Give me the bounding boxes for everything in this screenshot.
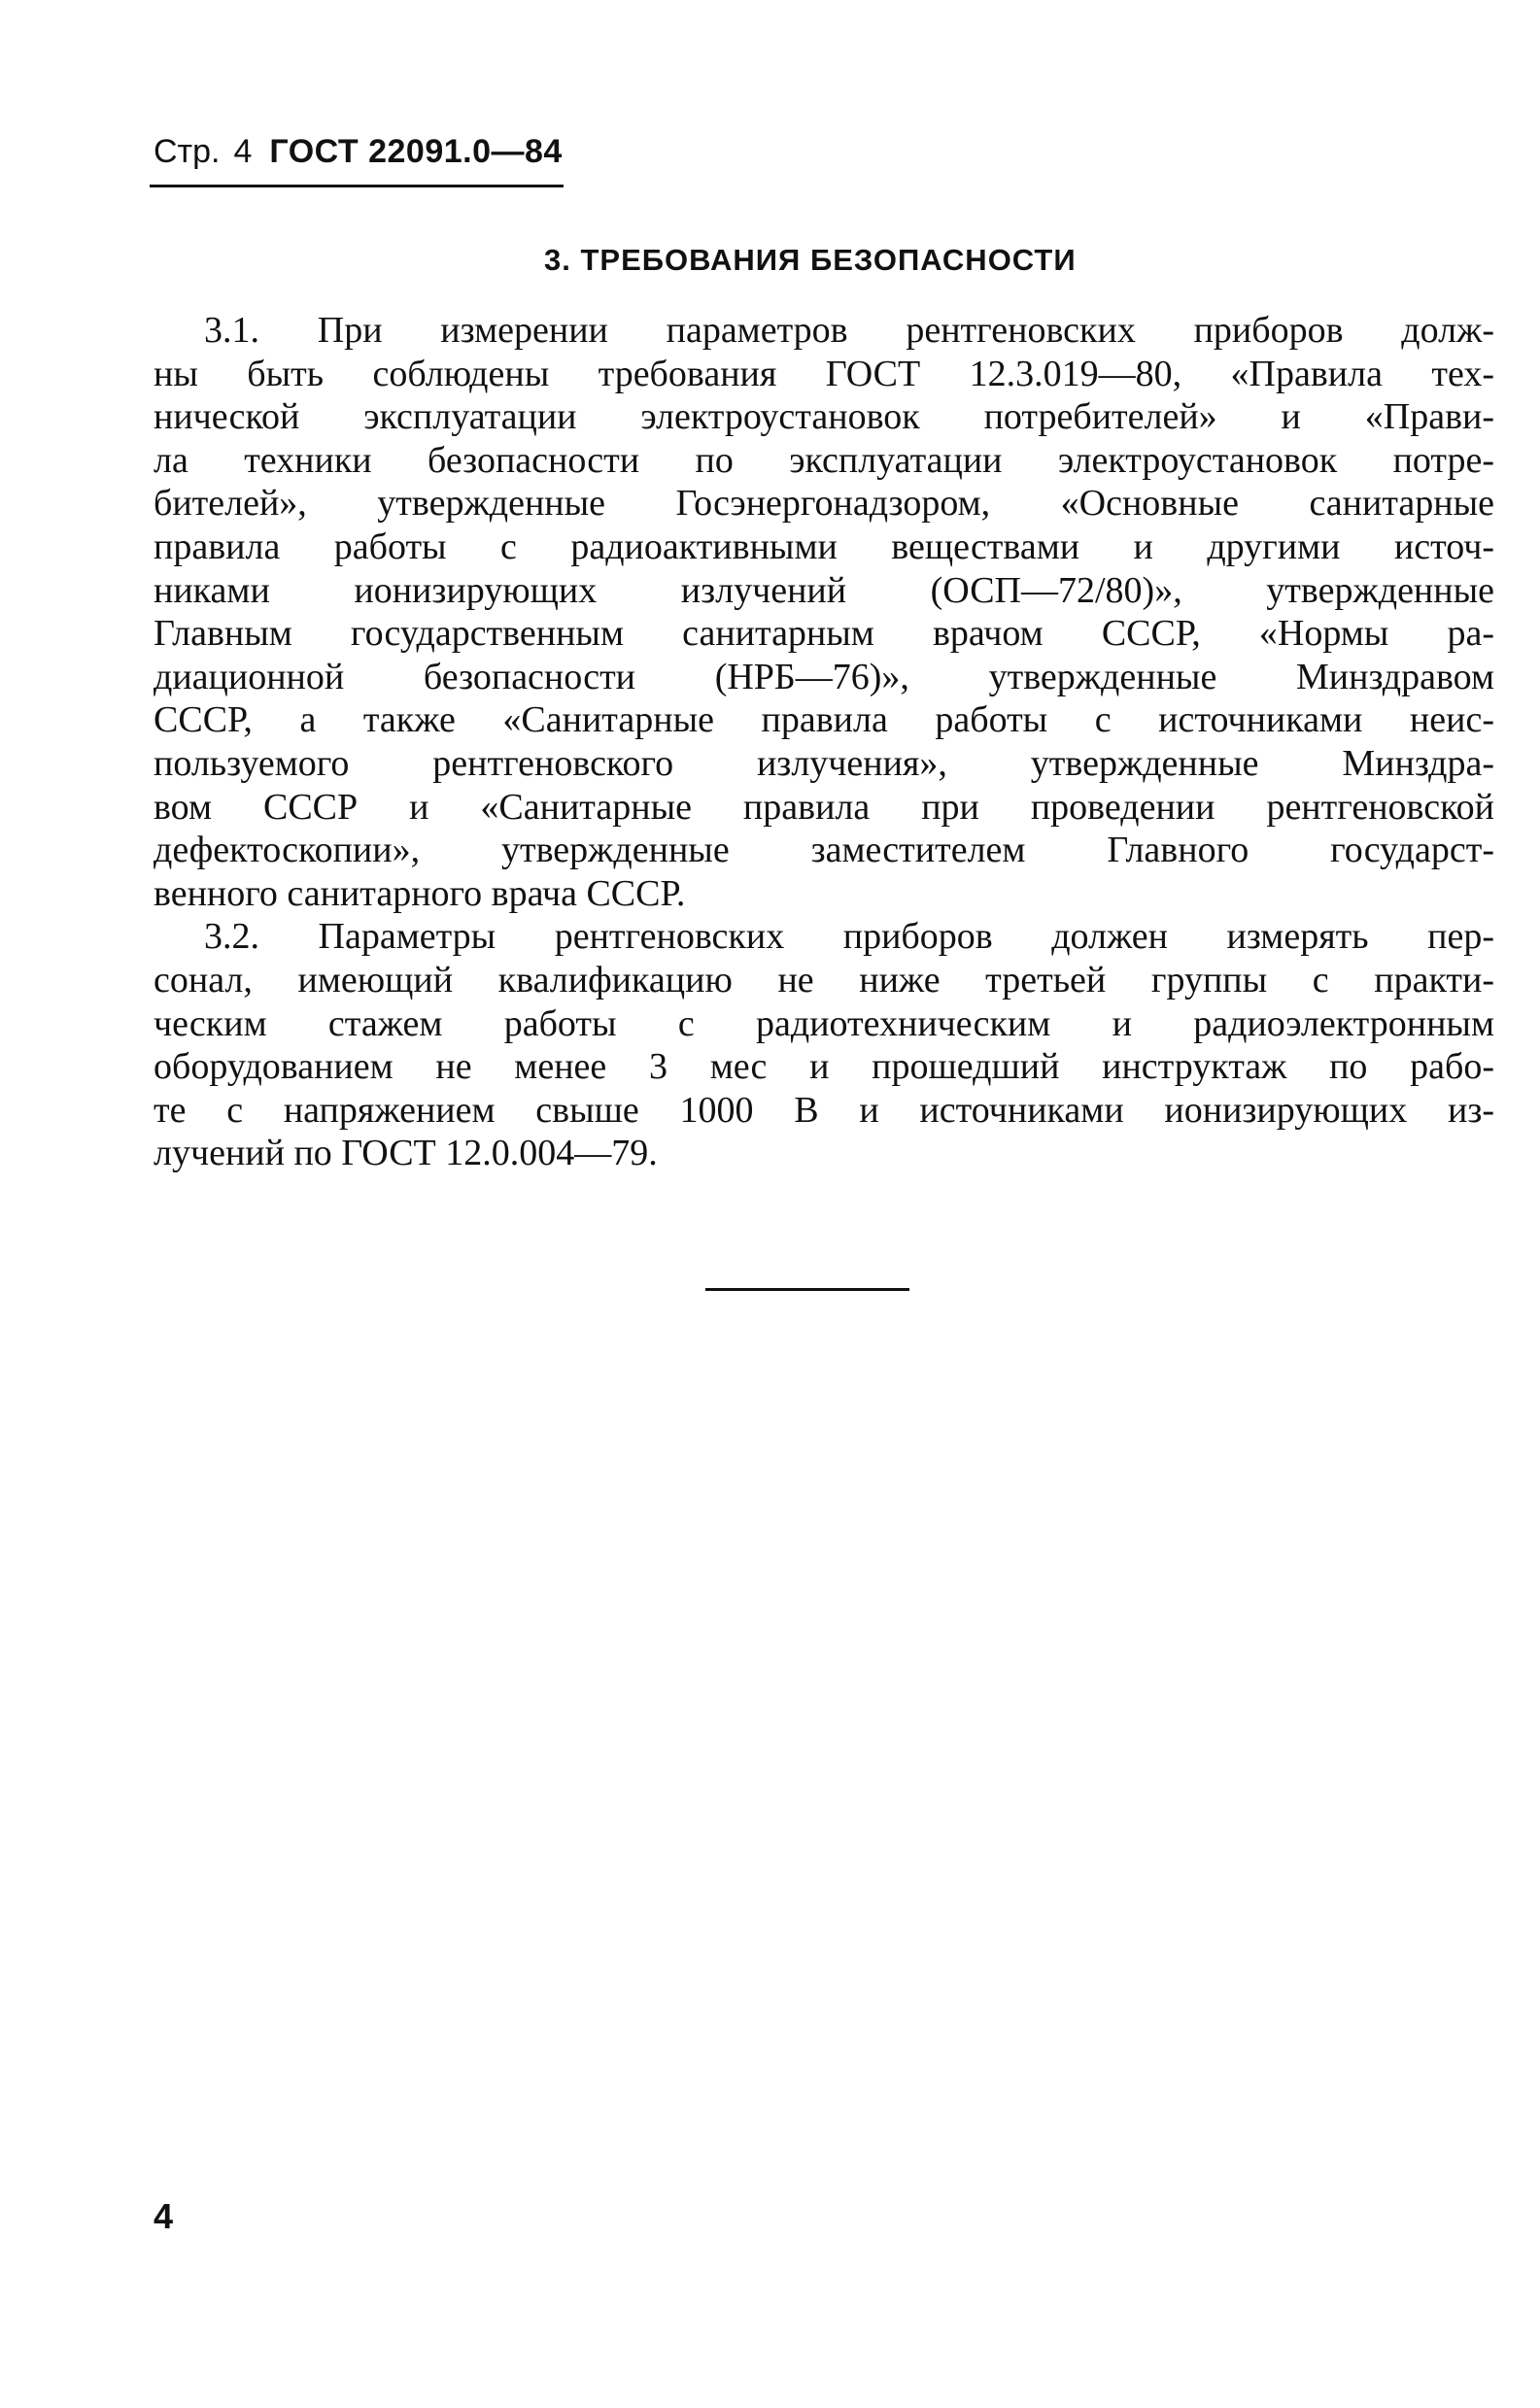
page-header-number: 4 <box>233 133 253 170</box>
text-line: оборудованием не менее 3 мес и прошедший инструктаж по рабо- <box>154 1046 1494 1088</box>
text-line: ны быть соблюдены требования ГОСТ 12.3.019—80, «Правила тех- <box>154 353 1494 394</box>
text-line: диационной безопасности (НРБ—76)», утвержденные Минздравом <box>154 656 1494 697</box>
text-line: сонал, имеющий квалификацию не ниже третьей группы с практи- <box>154 959 1494 1001</box>
section-title: 3. ТРЕБОВАНИЯ БЕЗОПАСНОСТИ <box>544 243 1077 277</box>
page-header <box>154 132 563 171</box>
text-line: 3.2. Параметры рентгеновских приборов должен измерять пер- <box>204 916 1494 958</box>
text-line: ческим стажем работы с радиотехническим и радиоэлектронным <box>154 1002 1494 1044</box>
text-line: Главным государственным санитарным врачом СССР, «Нормы ра- <box>154 613 1494 655</box>
text-line: вом СССР и «Санитарные правила при проведении рентгеновской <box>154 786 1494 828</box>
text-line: дефектоскопии», утвержденные заместителем Главного государст- <box>154 830 1494 871</box>
paragraph-3-2 <box>154 915 1494 1175</box>
text-line: никами ионизирующих излучений (ОСП—72/80)», утвержденные <box>154 569 1494 611</box>
text-line: нической эксплуатации электроустановок потребителей» и «Прави- <box>154 396 1494 438</box>
text-line: лучений по ГОСТ 12.0.004—79. <box>154 1133 658 1174</box>
text-line: венного санитарного врача СССР. <box>154 872 686 914</box>
text-line: те с напряжением свыше 1000 В и источниками ионизирующих из- <box>154 1089 1494 1131</box>
page-number: 4 <box>154 2196 174 2236</box>
page-label: Стр. <box>154 133 221 170</box>
text-line: ла техники безопасности по эксплуатации электроустановок потре- <box>154 439 1494 481</box>
header-rule <box>150 185 564 187</box>
body-text <box>154 309 1494 1175</box>
standard-designation: ГОСТ 22091.0—84 <box>269 133 563 170</box>
text-line: правила работы с радиоактивными веществами и другими источ- <box>154 526 1494 567</box>
text-line: бителей», утвержденные Госэнергонадзором, «Основные санитарные <box>154 483 1494 525</box>
paragraph-3-1 <box>154 309 1494 915</box>
text-line: 3.1. При измерении параметров рентгеновских приборов долж- <box>204 310 1494 351</box>
text-line: СССР, а также «Санитарные правила работы с источниками неис- <box>154 699 1494 741</box>
end-divider <box>705 1288 909 1291</box>
text-line: пользуемого рентгеновского излучения», утвержденные Минздра- <box>154 742 1494 784</box>
